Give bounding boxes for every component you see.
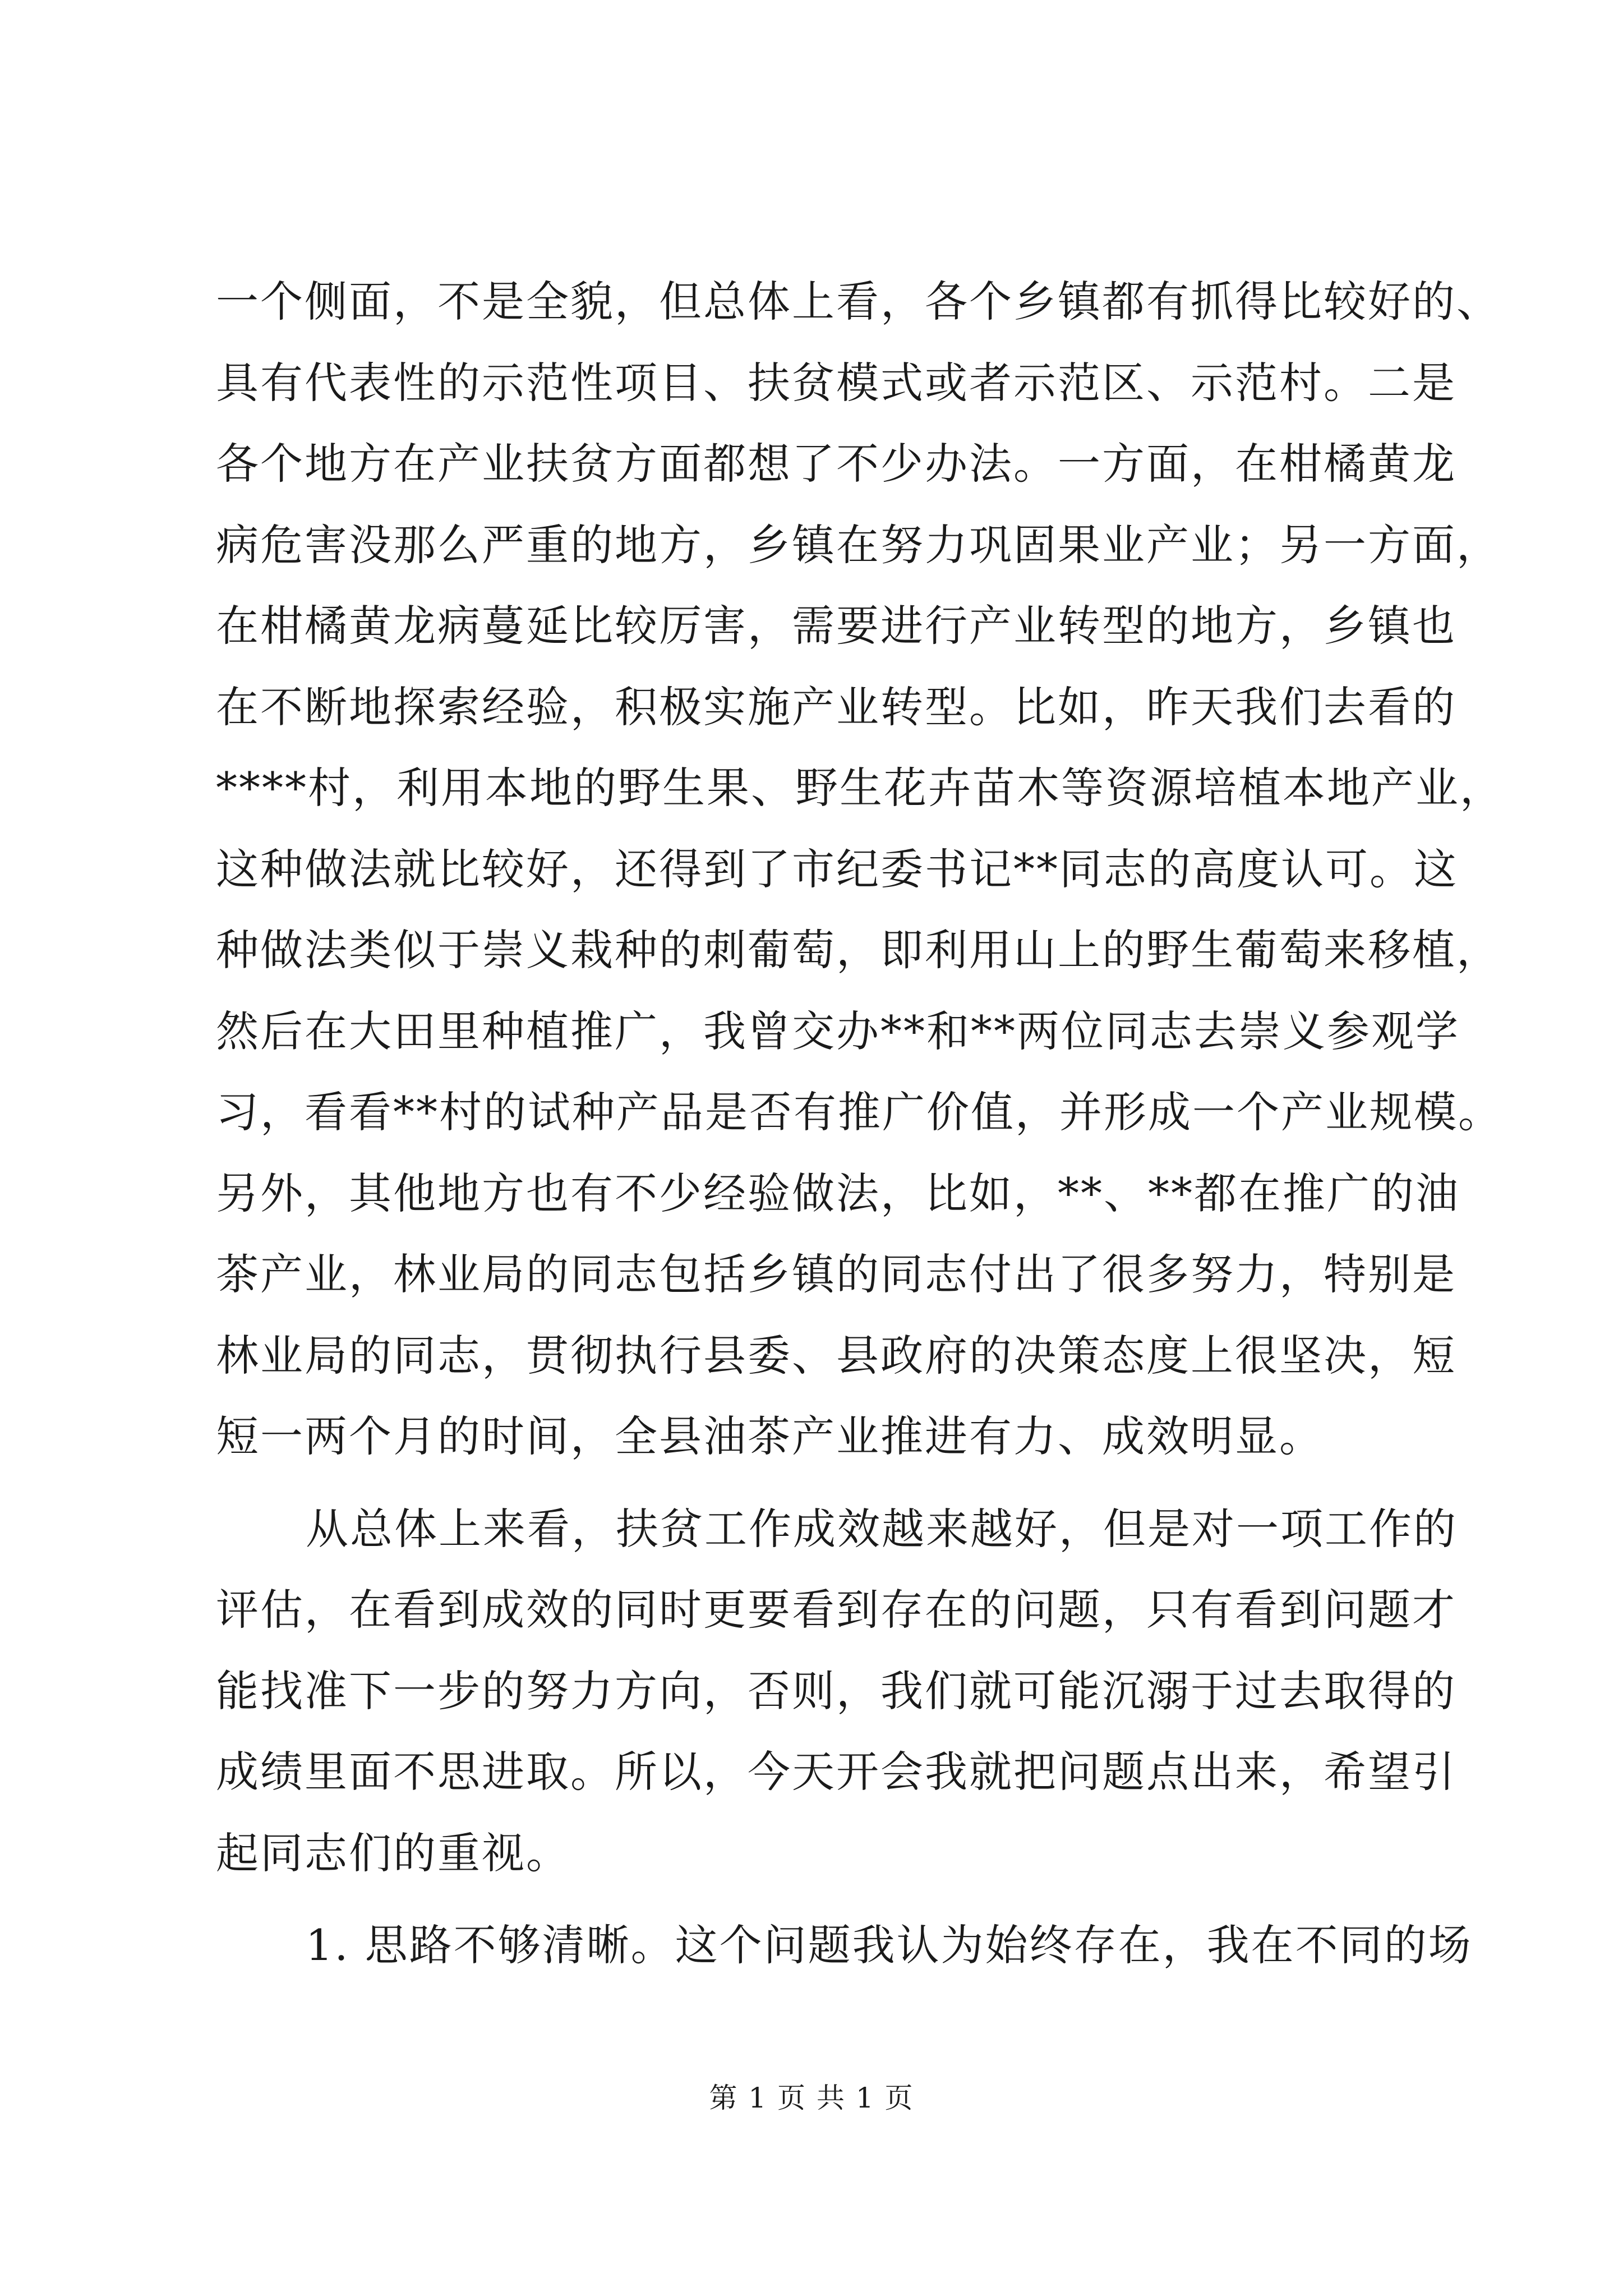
text-line: 种做法类似于崇义栽种的刺葡萄，即利用山上的野生葡萄来移植，	[216, 925, 1501, 975]
text-line: 从总体上来看，扶贫工作成效越来越好，但是对一项工作的	[306, 1503, 1458, 1554]
text-line: 这种做法就比较好，还得到了市纪委书记**同志的高度认可。这	[216, 844, 1458, 894]
text-line: 林业局的同志，贯彻执行县委、县政府的决策态度上很坚决，短	[216, 1330, 1456, 1381]
text-line: 各个地方在产业扶贫方面都想了不少办法。一方面，在柑橘黄龙	[216, 439, 1456, 489]
paragraph-gap	[216, 1894, 1413, 1905]
text-line: 然后在大田里种植推广，我曾交办**和**两位同志去崇义参观学	[216, 1006, 1460, 1056]
text-line: 起同志们的重视。	[216, 1828, 570, 1878]
text-line: 病危害没那么严重的地方，乡镇在努力巩固果业产业；另一方面，	[216, 519, 1501, 570]
text-line: 另外，其他地方也有不少经验做法，比如，**、**都在推广的油	[216, 1168, 1460, 1218]
text-line: 一个侧面，不是全貌，但总体上看，各个乡镇都有抓得比较好的、	[216, 277, 1501, 326]
page-footer: 第 1 页 共 1 页	[709, 2082, 914, 2114]
text-line: 在不断地探索经验，积极实施产业转型。比如，昨天我们去看的	[216, 682, 1456, 732]
text-line: 茶产业，林业局的同志包括乡镇的同志付出了很多努力，特别是	[216, 1249, 1456, 1299]
text-line: 短一两个月的时间，全县油茶产业推进有力、成效明显。	[216, 1411, 1324, 1461]
text-line: 成绩里面不思进取。所以，今天开会我就把问题点出来，希望引	[216, 1747, 1456, 1797]
text-line: 习，看看**村的试种产品是否有推广价值，并形成一个产业规模。	[216, 1087, 1502, 1137]
text-line: 1. 思路不够清晰。这个问题我认为始终存在，我在不同的场	[306, 1920, 1473, 1970]
text-line: ****村，利用本地的野生果、野生花卉苗木等资源培植本地产业，	[216, 763, 1504, 813]
document-body	[216, 261, 1504, 1986]
text-line: 在柑橘黄龙病蔓延比较厉害，需要进行产业转型的地方，乡镇也	[216, 601, 1456, 651]
text-line: 能找准下一步的努力方向，否则，我们就可能沉溺于过去取得的	[216, 1665, 1456, 1716]
paragraph-gap	[216, 1478, 1413, 1489]
text-line: 具有代表性的示范性项目、扶贫模式或者示范区、示范村。二是	[216, 357, 1456, 408]
text-line: 评估，在看到成效的同时更要看到存在的问题，只有看到问题才	[216, 1585, 1456, 1635]
